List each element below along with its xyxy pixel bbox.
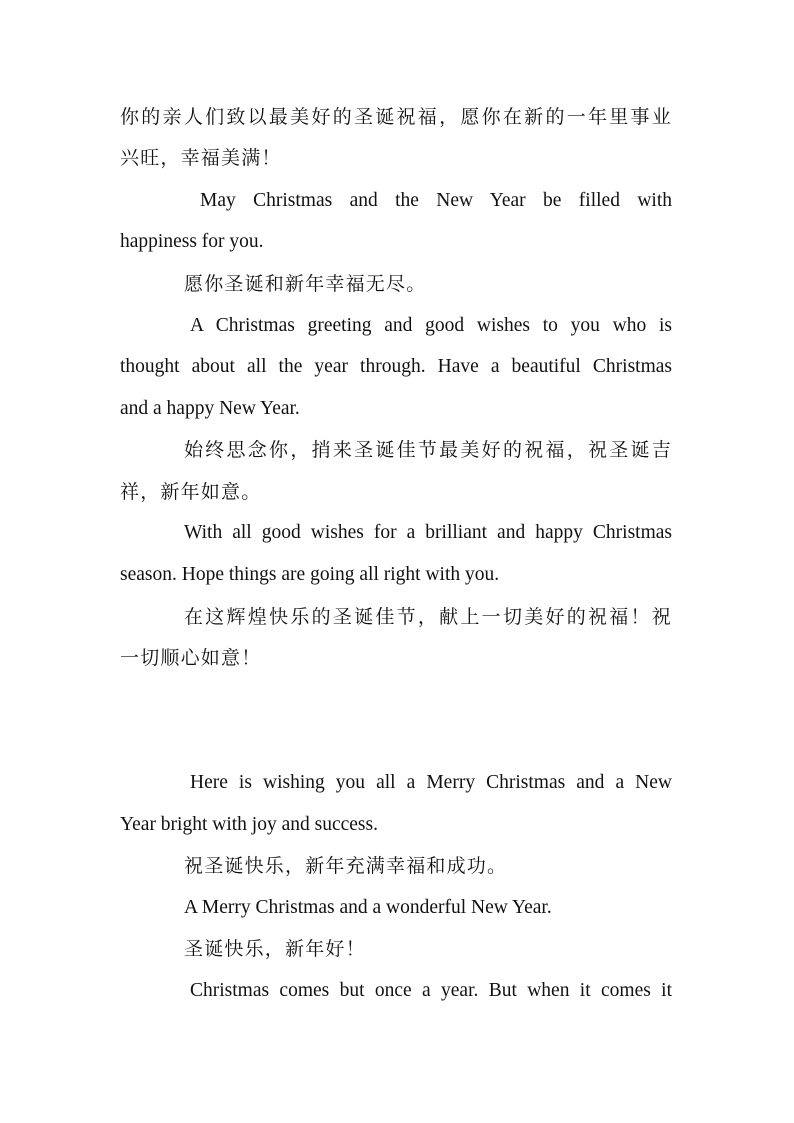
paragraph-line: season. Hope things are going all right with you. <box>120 564 500 585</box>
paragraph-line: 你的亲人们致以最美好的圣诞祝福，愿你在新的一年里事业 <box>120 106 672 128</box>
paragraph-line: 在这辉煌快乐的圣诞佳节，献上一切美好的祝福！祝 <box>184 606 672 628</box>
paragraph-line: Year bright with joy and success. <box>120 814 378 835</box>
paragraph-line: happiness for you. <box>120 231 264 252</box>
paragraph-line: 圣诞快乐，新年好！ <box>184 938 366 960</box>
paragraph-line: 兴旺，幸福美满！ <box>120 147 282 169</box>
paragraph-line: 祥，新年如意。 <box>120 481 262 503</box>
paragraph-line: May Christmas and the New Year be filled with <box>200 190 672 211</box>
paragraph-line: thought about all the year through. Have a beautiful Christmas <box>120 356 672 377</box>
paragraph-line: 一切顺心如意！ <box>120 647 262 669</box>
paragraph-line: With all good wishes for a brilliant and happy Christmas <box>184 522 672 543</box>
paragraph-line: 始终思念你，捎来圣诞佳节最美好的祝福，祝圣诞吉 <box>184 439 672 461</box>
paragraph-line: and a happy New Year. <box>120 398 300 419</box>
paragraph-line: 祝圣诞快乐，新年充满幸福和成功。 <box>184 855 508 877</box>
paragraph-line: Here is wishing you all a Merry Christmas and a New <box>190 772 672 793</box>
paragraph-line: A Merry Christmas and a wonderful New Year. <box>184 897 552 918</box>
paragraph-line: A Christmas greeting and good wishes to you who is <box>190 315 672 336</box>
paragraph-line: 愿你圣诞和新年幸福无尽。 <box>184 273 427 295</box>
paragraph-line: Christmas comes but once a year. But when it comes it <box>190 980 672 1001</box>
